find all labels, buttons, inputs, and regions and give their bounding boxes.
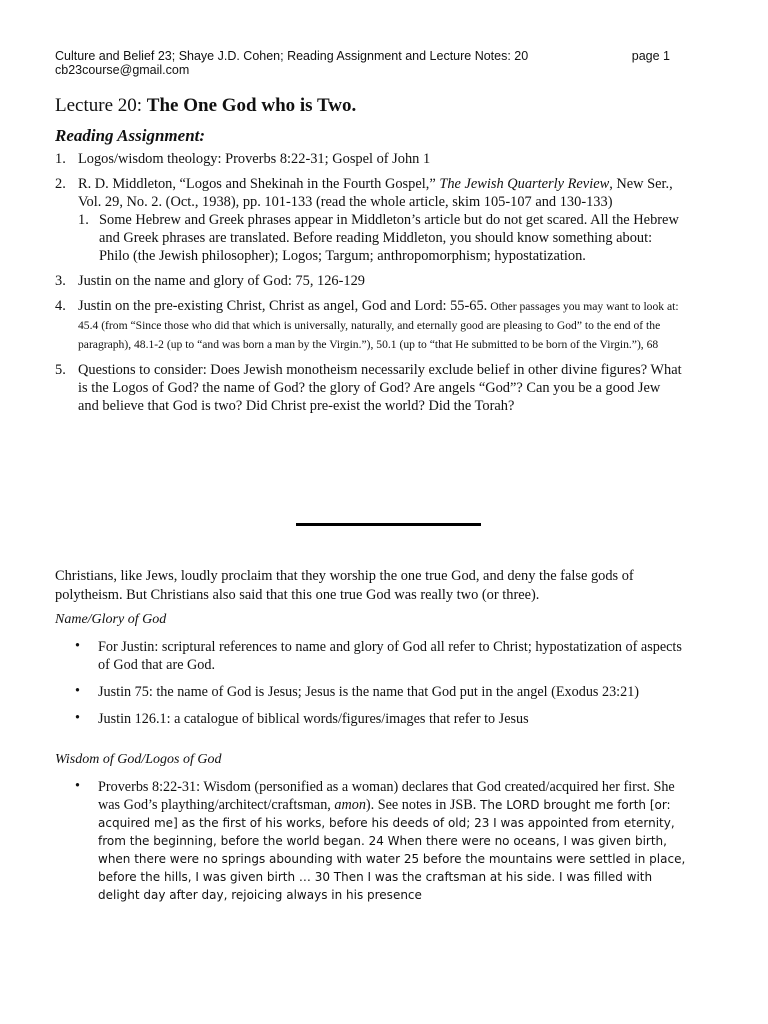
bullet-item (55, 778, 695, 904)
reading-subitem (78, 211, 683, 265)
lecture-name: The One God who is Two. (146, 95, 357, 116)
name-glory-heading: Name/Glory of God (55, 612, 167, 627)
hebrew-term: amon (334, 797, 366, 813)
bullet-text: Proverbs 8:22-31: Wisdom (personified as a woman) declares that God created/acquired her first. She was God’s plaything/architect/craftsman, (98, 779, 675, 813)
bullet-item (55, 710, 695, 728)
item-number: 2. (55, 176, 66, 192)
reading-item (55, 297, 683, 354)
bullet-text: For Justin: scriptural references to name and glory of God all refer to Christ; hypostatization of aspects of God that are God. (98, 639, 682, 673)
bullet-marker: • (75, 710, 80, 726)
wisdom-heading: Wisdom of God/Logos of God (55, 752, 222, 767)
reading-item (55, 175, 683, 265)
page-number: page 1 (631, 49, 670, 63)
item-text: Justin on the name and glory of God: 75, 126-129 (78, 273, 365, 289)
reading-list (55, 150, 683, 422)
reading-item (55, 361, 683, 415)
wisdom-list (55, 778, 695, 913)
proverbs-quote: The LORD brought me forth [or: acquired me] as the first of his works, before his deeds of old; 23 I was appointed from eternity, from the beginning, before the world began. 24 When there were no oceans, I was given birth, when there were no springs abounding with water 25 before the mountains were settled in place, before the hills, I was given birth … 30 Then I was the craftsman at his side. I was filled with delight day after day, rejoicing always in his presence (98, 798, 686, 902)
item-text: Justin on the pre-existing Christ, Christ as angel, God and Lord: 55-65. (78, 298, 488, 314)
reading-assignment-heading: Reading Assignment: (55, 126, 206, 145)
lecture-prefix: Lecture 20: (55, 95, 147, 116)
item-number: 1. (55, 151, 66, 167)
item-text-cont: , New Ser., Vol. 29, No. 2. (Oct., 1938), pp. 101-133 (read the whole article, skim 105-107 and 130-133) (78, 176, 673, 210)
page-header (55, 49, 670, 77)
item-number: 5. (55, 362, 66, 378)
item-number: 3. (55, 273, 66, 289)
item-note: Other passages you may want to look at: 45.4 (from “Since those who did that which is universally, naturally, and eternally good are pleasing to God” to the end of the paragraph), 48.1-2 (up to “and was born a man by the Virgin.”), 50.1 (up to “that He submitted to be born of the Virgin.”), 68 (78, 300, 679, 351)
reading-item (55, 272, 683, 290)
item-text: Logos/wisdom theology: Proverbs 8:22-31; Gospel of John 1 (78, 151, 431, 167)
bullet-item (55, 638, 695, 674)
bullet-text-cont: ). See notes in JSB. (365, 797, 477, 813)
bullet-marker: • (75, 778, 80, 794)
name-glory-list (55, 638, 695, 737)
bullet-text: Justin 126.1: a catalogue of biblical words/figures/images that refer to Jesus (98, 711, 529, 727)
section-divider (296, 523, 481, 526)
item-number: 4. (55, 298, 66, 314)
subitem-number: 1. (78, 212, 89, 228)
reading-item (55, 150, 683, 168)
bullet-text: Justin 75: the name of God is Jesus; Jesus is the name that God put in the angel (Exodus 23:21) (98, 684, 640, 700)
bullet-marker: • (75, 638, 80, 654)
reading-sublist (78, 211, 683, 265)
item-text: Questions to consider: Does Jewish monotheism necessarily exclude belief in other divine figures? What is the Logos of God? the name of God? the glory of God? Are angels “God”? Can you be a good Jew and believe that God is two? Did Christ pre-exist the world? Did the Torah? (78, 362, 682, 414)
lecture-title (55, 95, 356, 117)
bullet-marker: • (75, 683, 80, 699)
item-text: R. D. Middleton, “Logos and Shekinah in the Fourth Gospel,” (78, 176, 440, 192)
intro-paragraph: Christians, like Jews, loudly proclaim that they worship the one true God, and deny the false gods of polytheism. But Christians also said that this one true God was really two (or three). (55, 568, 634, 603)
bullet-item (55, 683, 695, 701)
course-header: Culture and Belief 23; Shaye J.D. Cohen; Reading Assignment and Lecture Notes: 20 (55, 49, 529, 63)
journal-title: The Jewish Quarterly Review (439, 176, 610, 192)
course-email: cb23course@gmail.com (55, 63, 190, 77)
subitem-text: Some Hebrew and Greek phrases appear in Middleton’s article but do not get scared. All the Hebrew and Greek phrases are translated. Before reading Middleton, you should know something about: Philo (the Jewish philosopher); Logos; Targum; anthropomorphism; hypostatization. (99, 212, 679, 264)
